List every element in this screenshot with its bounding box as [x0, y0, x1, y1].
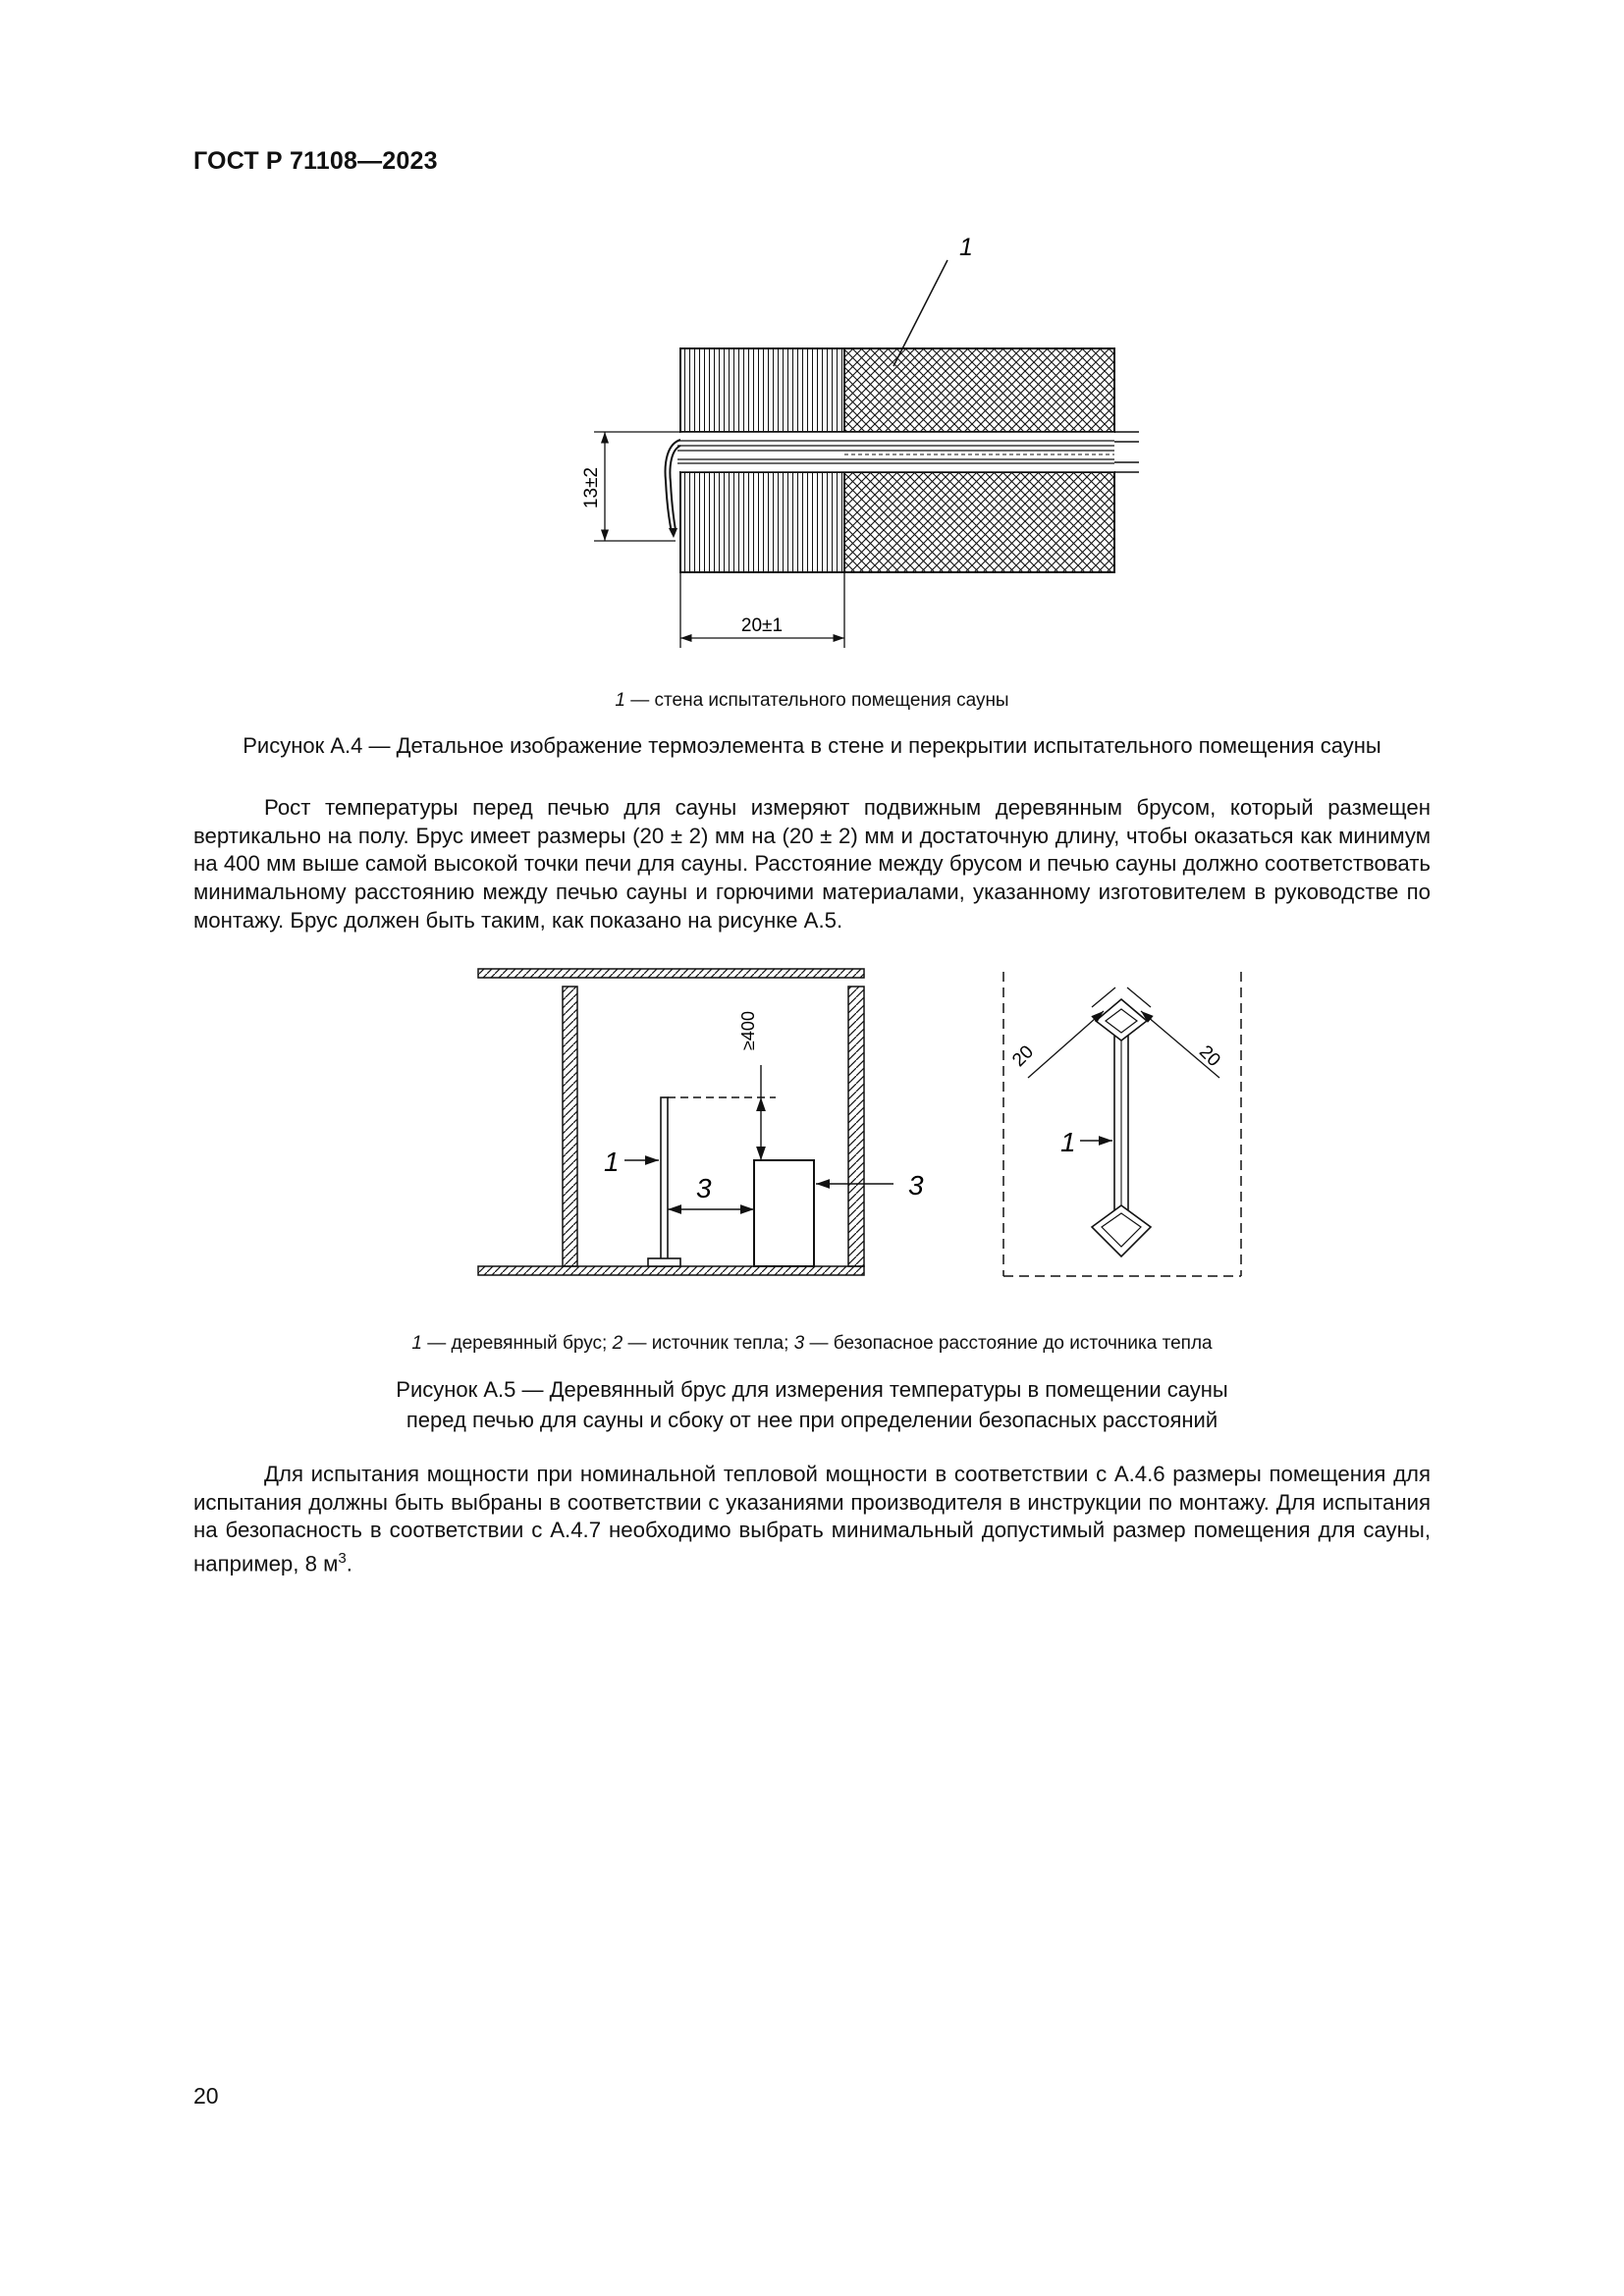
legend-item-2-text: — источник тепла;: [623, 1333, 794, 1354]
legend-item-2-number: 2: [612, 1333, 623, 1354]
legend-number: 1: [615, 690, 625, 711]
heater: [754, 1160, 814, 1266]
paragraph-2-end: .: [346, 1551, 352, 1576]
floor: [478, 1266, 864, 1275]
wall-insulation-upper: [844, 348, 1114, 432]
legend-item-1-text: — деревянный брус;: [421, 1333, 613, 1354]
dim-20-right: 20: [1194, 1041, 1224, 1072]
label-3a: 3: [696, 1173, 712, 1203]
superscript: 3: [338, 1550, 347, 1568]
dim-20: 20±1: [740, 615, 784, 636]
right-wall: [848, 987, 864, 1266]
paragraph-2-text: Для испытания мощности при номинальной тепловой мощности в соответствии с А.4.6 размеры помещения для испытания должны быть выбраны в соответствии с указаниями производителя в инструкции по монтажу. Для испытания на безопасность в соответствии с А.4.7 необходимо выбрать минимальный допустимый размер помещения для сауны, например, 8 м: [193, 1462, 1431, 1576]
paragraph-1-text: Рост температуры перед печью для сауны измеряют подвижным деревянным брусом, который размещен вертикально на полу. Брус имеет размеры (20 ± 2) мм на (20 ± 2) мм и достаточную длину, чтобы оказаться как минимум на 400 мм выше самой высокой точки печи для сауны. Расстояние между брусом и печью сауны должно соответствовать минимальному расстоянию между печью сауны и горючими материалами, указанному изготовителем в руководстве по монтажу. Брус должен быть таким, как показано на рисунке А.5.: [193, 795, 1431, 933]
document-header: ГОСТ Р 71108—2023: [193, 147, 438, 175]
wooden-bar: [661, 1097, 668, 1264]
callout-1: 1: [959, 234, 973, 261]
label-3b: 3: [908, 1170, 924, 1201]
dim-20-left: 20: [1008, 1041, 1039, 1072]
detail-bar-top: [1096, 999, 1147, 1041]
dim-400: ≥400: [738, 1011, 758, 1050]
detail-label-1: 1: [1060, 1127, 1076, 1157]
label-1: 1: [604, 1147, 620, 1177]
dim-13: 13±2: [581, 466, 602, 509]
left-wall: [563, 987, 577, 1266]
legend-text: — стена испытательного помещения сауны: [624, 690, 1009, 711]
caption-line-1: Рисунок А.5 — Деревянный брус для измерения температуры в помещении сауны: [396, 1377, 1228, 1402]
figure-a4-caption: Рисунок А.4 — Детальное изображение термоэлемента в стене и перекрытии испытательного помещения сауны: [243, 733, 1381, 758]
paragraph-1: [193, 794, 1431, 935]
caption-line-2: перед печью для сауны и сбоку от нее при определении безопасных расстояний: [406, 1408, 1218, 1432]
ceiling: [478, 969, 864, 978]
figure-a4-legend: [0, 690, 1624, 712]
page-number: 20: [193, 2083, 219, 2109]
figure-a4-drawing: [560, 226, 1168, 658]
wall-wood-lower: [680, 472, 844, 572]
wall-wood-upper: [680, 348, 844, 432]
legend-item-3-text: — безопасное расстояние до источника тепла: [804, 1333, 1213, 1354]
figure-a5-caption: [0, 1374, 1624, 1435]
legend-item-1-number: 1: [411, 1333, 422, 1354]
figure-a5-legend: [0, 1333, 1624, 1355]
paragraph-2: [193, 1461, 1431, 1578]
wooden-bar-base: [648, 1258, 680, 1266]
wall-insulation-lower: [844, 472, 1114, 572]
figure-a5-drawing: [471, 962, 1257, 1296]
legend-item-3-number: 3: [793, 1333, 805, 1354]
